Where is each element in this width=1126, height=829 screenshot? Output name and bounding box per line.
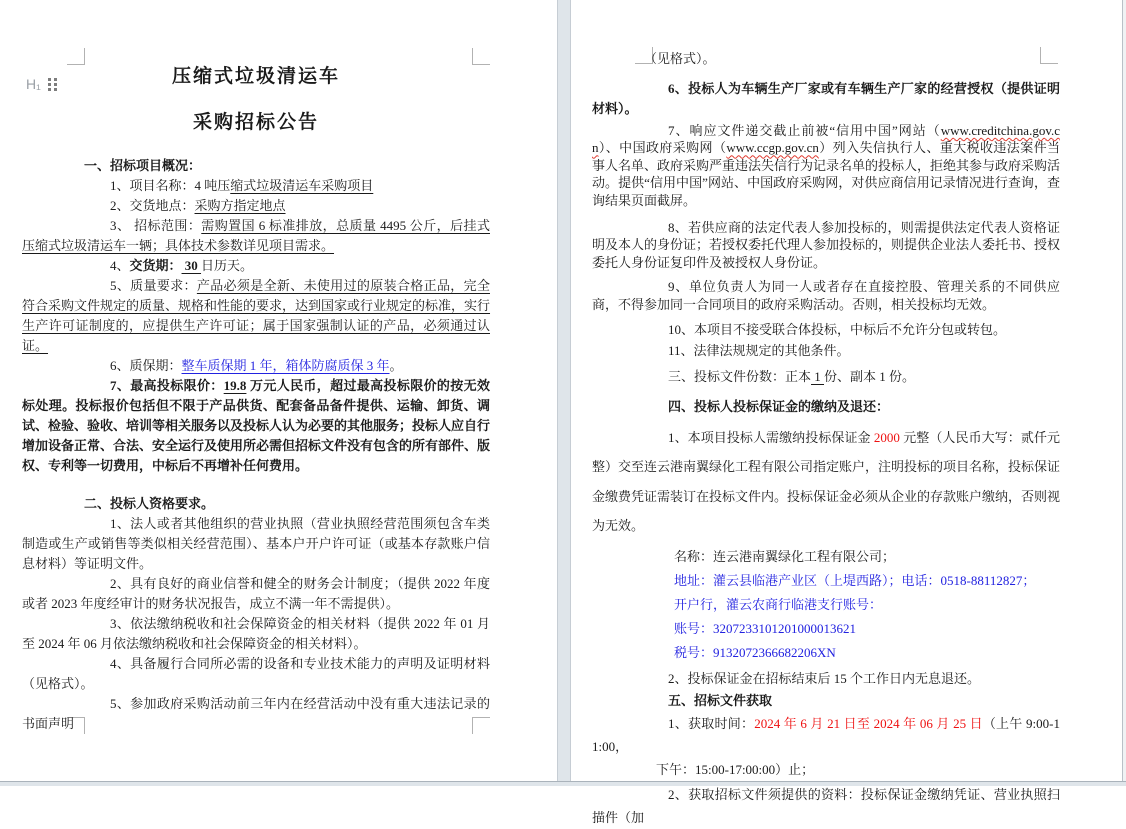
text-run: 2、投标保证金在招标结束后 15 个工作日内无息退还。	[668, 670, 981, 686]
payee-bank[interactable]	[592, 593, 1060, 617]
payee-address[interactable]	[592, 569, 1060, 593]
text-run: 8、若供应商的法定代表人参加投标的，则需提供法定代表人资格证明及本人的身份证；若授权委托代理人参加投标的，则提供企业法人委托书、授权委托人身份证复印件及被授权人身份证。	[592, 220, 1061, 270]
paragraph[interactable]	[592, 342, 1060, 359]
page-2-content	[571, 0, 1061, 825]
text-run: www.creditchina.gov.cn	[592, 123, 1060, 156]
text-run: 2024 年 6 月 21 日至 2024 年 06 月 25 日	[754, 715, 983, 731]
text-run: （上午 9:00-11:00，	[592, 715, 1060, 754]
text-run: 2、具有良好的商业信誉和健全的财务会计制度；（提供 2022 年度或者 2023 年度经审计的财务状况报告，成立不满一年不需提供）。	[22, 576, 490, 611]
text-run: 11、法律法规规定的其他条件。	[668, 343, 850, 359]
text-run: ）列入失信执行人、重大税收违法案件当事人名单、政府采购严重违法失信行为记录名单的投标人，拒绝其参与政府采购活动。提供“信用中国”网站、中国政府采购网，对供应商信用记录情况进行查询，查询结果页面截屏。	[592, 140, 1061, 208]
text-run: 1、法人或者其他组织的营业执照（营业执照经营范围须包含车类制造或生产或销售等类似相关经营范围）、基本户开户许可证（或基本存款账户信息材料）等证明文件。	[22, 516, 490, 571]
paragraph[interactable]	[22, 176, 490, 196]
heading-level-indicator: H₁	[26, 76, 41, 92]
text-run: 一、招标项目概况：	[84, 158, 202, 173]
text-run: 5、参加政府采购活动前三年内在经营活动中没有重大违法记录的书面声明	[22, 696, 490, 731]
page-gap	[557, 0, 571, 781]
text-run: 元整（人民币大写：贰仟元整）交至连云港南翼绿化工程有限公司指定账户，注明投标的项目名称，投标保证金缴费凭证需装订在投标文件内。投标保证金必须从企业的存款账户缴纳，否则视为无效。	[592, 429, 1061, 534]
text-run: 万元人民币，超过最高投标限价的按无效标处理。投标报价包括但不限于产品供货、配套备品备件提供、运输、卸货、调试、检验、验收、培训等相关服务以及投标人认为必要的其他服务；投标人应自行增加设备正常、合法、安全运行及使用所必需但招标文件没有包含的所有部件、版权、专利等一切费用，中标后不再增补任何费用。	[22, 378, 491, 473]
text-run: 6、投标人为车辆生产厂家或有车辆生产厂家的经营授权（提供证明材料）。	[592, 81, 1060, 116]
text-run: 下午：15:00-17:00:00）止；	[656, 761, 815, 777]
paragraph[interactable]	[592, 712, 1060, 758]
text-run: 四、投标人投标保证金的缴纳及退还：	[668, 398, 890, 414]
paragraph[interactable]	[592, 367, 1060, 387]
text-run: 采购方指定地点	[194, 198, 286, 213]
text-run: 4、具备履行合同所必需的设备和专业技术能力的声明及证明材料（见格式）。	[22, 656, 490, 691]
text-run: 五、招标文件获取	[668, 692, 773, 708]
text-run: 9、单位负责人为同一人或者存在直接控股、管理关系的不同供应商，不得参加同一合同项目的政府采购活动。否则，相关投标均无效。	[592, 279, 1060, 312]
text-run: 6、质保期：	[110, 358, 182, 373]
text-run: 。	[389, 358, 403, 373]
paragraph[interactable]	[22, 356, 490, 376]
text-run: 2、交货地点：	[110, 198, 195, 213]
text-run: 需购置国 6 标准排放，总质量 4495 公斤，后挂式压缩式垃圾清运车一辆；具体技术参数详见项目需求。	[22, 218, 490, 253]
payee-tax-id[interactable]	[592, 641, 1060, 665]
text-run: 开户行，灌云农商行临港支行账号：	[674, 596, 883, 612]
paragraph[interactable]	[22, 276, 490, 356]
text-run: 1、本项目投标人需缴纳投标保证金	[668, 429, 874, 445]
paragraph[interactable]	[22, 694, 490, 734]
paragraph[interactable]	[592, 423, 1060, 541]
paragraph[interactable]	[22, 654, 490, 694]
text-run: 19.8	[223, 378, 247, 393]
text-run: 7、最高投标限价：	[110, 378, 224, 393]
text-run: （见格式）。	[644, 51, 716, 66]
paragraph[interactable]	[592, 758, 1060, 781]
paragraph[interactable]	[592, 783, 1060, 829]
text-run: 份、副本 1 份。	[824, 368, 916, 384]
paragraph[interactable]	[592, 667, 1060, 690]
paragraph[interactable]	[22, 614, 490, 654]
text-run: www.ccgp.gov.cn	[726, 140, 819, 156]
text-run: 7、响应文件递交截止前被“信用中国”网站（	[668, 123, 941, 138]
section-heading-1[interactable]	[22, 156, 490, 176]
text-run: 产品必须是全新、未使用过的原装合格正品，完全符合采购文件规定的质量、规格和性能的要求，达到国家或行业规定的标准，实行生产许可证制度的，应提供生产许可证；属于国家强制认证的产品，必须通过认证。	[22, 278, 491, 353]
text-run: 压缩式垃圾清运车	[171, 66, 340, 87]
text-run: 4、	[110, 258, 130, 273]
text-run: 地址：灌云县临港产业区（上堤西路）；电话：0518-88112827；	[674, 572, 1036, 588]
text-run: 2、获取招标文件须提供的资料：投标保证金缴纳凭证、营业执照扫描件（加	[592, 786, 1060, 825]
text-run: 三、投标文件份数：正本	[668, 368, 812, 384]
text-run: 名称：连云港南翼绿化工程有限公司；	[674, 548, 896, 564]
payee-name[interactable]	[592, 545, 1060, 569]
section-heading-2[interactable]	[22, 494, 490, 514]
section-heading-5[interactable]	[592, 690, 1060, 712]
text-run: 账号：3207233101201000013621	[674, 620, 857, 636]
paragraph[interactable]	[592, 321, 1060, 338]
text-run: 缩式垃圾清运车采购项目	[230, 178, 374, 193]
doc-title-line-1[interactable]	[22, 64, 490, 90]
text-run: 1	[811, 368, 825, 384]
text-run: 10、本项目不接受联合体投标，中标后不允许分包或转包。	[668, 322, 1007, 338]
text-run: 二、投标人资格要求。	[84, 496, 215, 511]
page-1-content	[0, 0, 490, 781]
text-run: 30	[181, 258, 202, 273]
page-1	[0, 0, 557, 781]
paragraph[interactable]	[22, 574, 490, 614]
text-run: 1、项目名称：4 吨压	[110, 178, 231, 193]
section-heading-4[interactable]	[592, 397, 1060, 417]
paragraph[interactable]	[22, 216, 490, 256]
window-right-edge[interactable]	[1122, 0, 1126, 781]
paragraph[interactable]	[592, 278, 1060, 313]
text-run: 整车质保期 1 年，箱体防腐质保 3 年	[181, 358, 390, 373]
text-run: 2000	[873, 429, 900, 445]
paragraph[interactable]	[22, 256, 490, 276]
paragraph[interactable]	[592, 48, 1060, 70]
text-run: 3、 招标范围：	[110, 218, 202, 233]
text-run: 交货期：	[129, 258, 182, 273]
paragraph[interactable]	[22, 514, 490, 574]
text-run: 日历天。	[201, 258, 254, 273]
text-run: ）、中国政府采购网（	[598, 140, 727, 156]
doc-title-line-2[interactable]	[22, 110, 490, 136]
paragraph[interactable]	[22, 376, 490, 476]
paragraph[interactable]	[592, 122, 1060, 209]
text-run: 5、质量要求：	[110, 278, 197, 293]
text-run: 1、获取时间：	[668, 715, 755, 731]
paragraph[interactable]	[592, 219, 1060, 271]
payee-account[interactable]	[592, 617, 1060, 641]
paragraph[interactable]	[592, 79, 1060, 119]
window-bottom-edge	[0, 781, 1126, 786]
page-2	[571, 0, 1123, 825]
text-run: 税号：9132072366682206XN	[674, 644, 836, 660]
text-run: 3、依法缴纳税收和社会保障资金的相关材料（提供 2022 年 01 月至 2024 年 06 月依法缴纳税收和社会保障资金的相关材料）。	[22, 616, 490, 651]
paragraph[interactable]	[22, 196, 490, 216]
text-run: 采购招标公告	[192, 112, 319, 133]
